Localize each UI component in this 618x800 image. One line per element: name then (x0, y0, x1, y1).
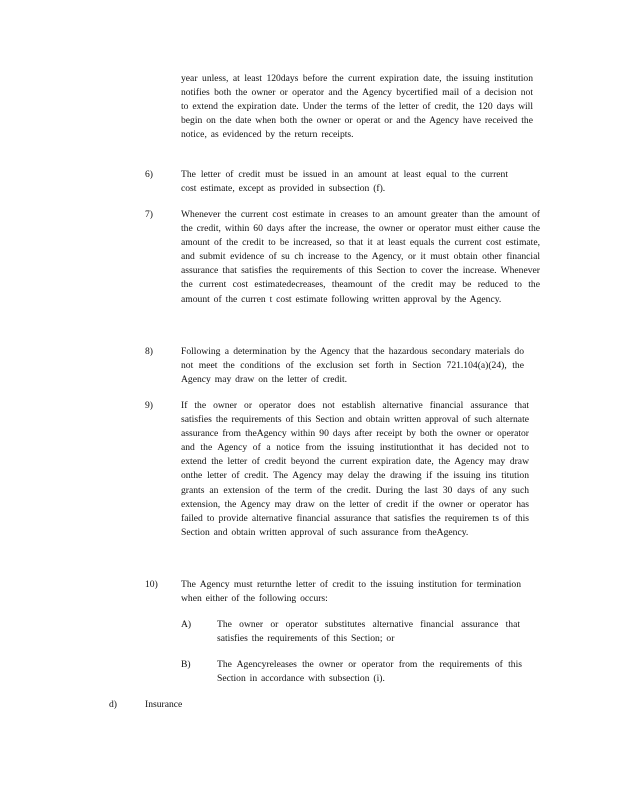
section-d-heading: Insurance (145, 699, 183, 710)
subitem-a-letter: A) (181, 619, 192, 630)
item-9-text: If the owner or operator does not establish alternative financial assurance that satisfies the requirements of this Section and obtain written approval of such alternate assurance from theAgency within 90 days after receipt by both the owner or operator and the Agency of a notice from the issuing institutionthat it has decided not to extend the letter of credit beyond the current expiration date, the Agency may draw onthe letter of credit. The Agency may delay the drawing if the issuing ins titution grants an extension of the term of the credit. During the last 30 days of any such extension, the Agency may draw on the letter of credit if the owner or operator has failed to provide alternative financial assurance that satisfies the requiremen ts of this Section and obtain written approval of such assurance from theAgency. (181, 400, 529, 538)
item-6-number: 6) (145, 169, 153, 180)
subitem-b-text: The Agencyreleases the owner or operator from the requirements of this Section in accordance with subsection (i). (217, 659, 522, 685)
item-10-number: 10) (145, 579, 158, 590)
continuation-paragraph: year unless, at least 120days before the current expiration date, the issuing institution notifies both the owner or operator and the Agency bycertified mail of a decision not to extend the expiration date. Under the terms of the letter of credit, the 120 days will begin on the date when both the owner or operat or and the Agency have received the notice, as evidenced by the return receipts. (181, 73, 533, 141)
section-d-letter: d) (109, 699, 117, 710)
item-7-text: Whenever the current cost estimate in creases to an amount greater than the amount of the credit, within 60 days after the increase, the owner or operator must either cause the amount of the credit to be increased, so that it at least equals the current cost estimate, and submit evidence of su ch increase to the Agency, or it must obtain other financial assurance that satisfies the requirements of this Section to cover the increase. Whenever the current cost estimatedecreases, theamount of the credit may be reduced to the amount of the curren t cost estimate following written approval by the Agency. (181, 209, 540, 305)
item-9-number: 9) (145, 400, 153, 411)
subitem-b-letter: B) (181, 659, 191, 670)
item-8-number: 8) (145, 346, 153, 357)
item-8-text: Following a determination by the Agency that the hazardous secondary materials do not meet the conditions of the exclusion set forth in Section 721.104(a)(24), the Agency may draw on the letter of credit. (181, 346, 524, 386)
item-6-text: The letter of credit must be issued in an amount at least equal to the current cost estimate, except as provided in subsection (f). (181, 169, 508, 195)
item-7-number: 7) (145, 209, 153, 220)
subitem-a-text: The owner or operator substitutes alternative financial assurance that satisfies the requirements of this Section; or (217, 619, 520, 645)
item-10-text: The Agency must returnthe letter of credit to the issuing institution for termination when either of the following occurs: (181, 579, 521, 605)
